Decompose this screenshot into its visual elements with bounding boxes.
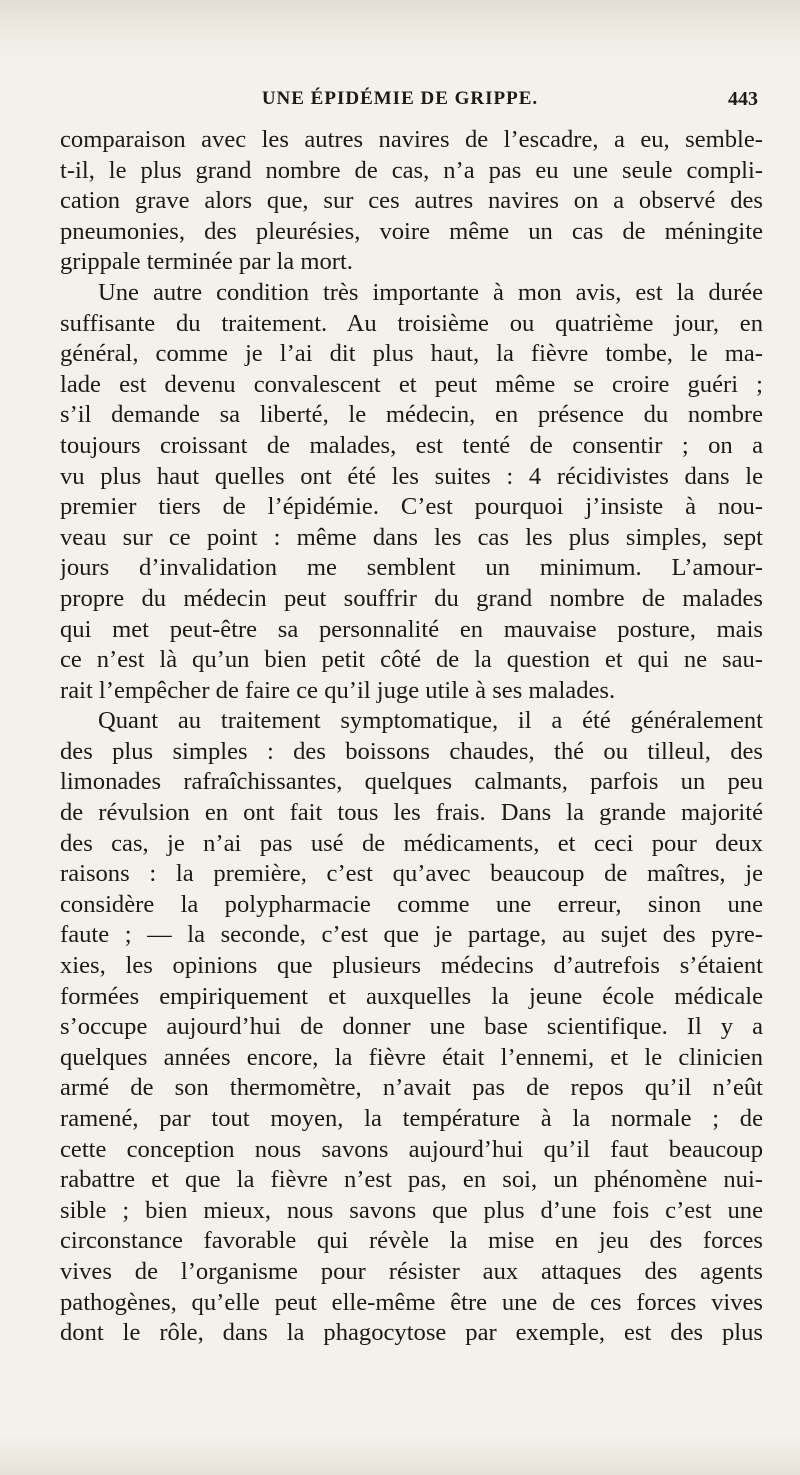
text-line: vu plus haut quelles ont été les suites : 4 récidivistes dans le	[60, 462, 763, 490]
page-number: 443	[728, 88, 758, 110]
text-line: formées empiriquement et auxquelles la jeune école médicale	[60, 982, 763, 1010]
paragraph-start-line: Quant au traitement symptomatique, il a été généralement	[98, 707, 763, 735]
text-line: rabattre et que la fièvre n’est pas, en soi, un phénomène nui-	[60, 1166, 763, 1194]
text-line: des cas, je n’ai pas usé de médicaments, et ceci pour deux	[60, 829, 763, 857]
text-line: cation grave alors que, sur ces autres navires on a observé des	[60, 187, 763, 215]
text-line: toujours croissant de malades, est tenté de consentir ; on a	[60, 431, 763, 459]
text-line: circonstance favorable qui révèle la mise en jeu des forces	[60, 1227, 763, 1255]
text-line: ramené, par tout moyen, la température à la normale ; de	[60, 1105, 763, 1132]
text-line: t-il, le plus grand nombre de cas, n’a pas eu une seule compli-	[60, 156, 763, 184]
text-line: cette conception nous savons aujourd’hui qu’il faut beaucoup	[60, 1135, 763, 1163]
text-line: s’occupe aujourd’hui de donner une base scientifique. Il y a	[60, 1013, 763, 1041]
text-line: ce n’est là qu’un bien petit côté de la question et qui ne sau-	[60, 646, 763, 674]
text-line: sible ; bien mieux, nous savons que plus d’une fois c’est une	[60, 1196, 763, 1224]
text-line: pathogènes, qu’elle peut elle-même être une de ces forces vives	[60, 1288, 763, 1316]
scan-edge-shading	[0, 1435, 800, 1475]
text-line: général, comme je l’ai dit plus haut, la fièvre tombe, le ma-	[60, 340, 763, 368]
text-line: raisons : la première, c’est qu’avec beaucoup de maîtres, je	[60, 860, 763, 888]
text-line: veau sur ce point : même dans les cas les plus simples, sept	[60, 523, 763, 551]
text-line: de révulsion en ont fait tous les frais. Dans la grande majorité	[60, 799, 763, 827]
text-line: premier tiers de l’épidémie. C’est pourquoi j’insiste à nou-	[60, 493, 763, 521]
scan-edge-shading	[0, 0, 800, 60]
text-line: pneumonies, des pleurésies, voire même un cas de méningite	[60, 217, 763, 245]
text-line: faute ; — la seconde, c’est que je partage, au sujet des pyre-	[60, 921, 763, 949]
text-line: lade est devenu convalescent et peut même se croire guéri ;	[60, 370, 763, 398]
text-line: rait l’empêcher de faire ce qu’il juge utile à ses malades.	[60, 676, 616, 704]
text-line: comparaison avec les autres navires de l’escadre, a eu, semble-	[60, 126, 763, 153]
text-line: grippale terminée par la mort.	[60, 248, 353, 276]
text-line: qui met peut-être sa personnalité en mauvaise posture, mais	[60, 615, 763, 643]
text-line: s’il demande sa liberté, le médecin, en présence du nombre	[60, 401, 763, 429]
text-line: des plus simples : des boissons chaudes, thé ou tilleul, des	[60, 737, 763, 765]
text-line: quelques années encore, la fièvre était l’ennemi, et le clinicien	[60, 1043, 763, 1071]
paragraph-start-line: Une autre condition très importante à mon avis, est la durée	[98, 278, 763, 306]
running-head	[0, 88, 800, 118]
text-line: xies, les opinions que plusieurs médecins d’autrefois s’étaient	[60, 952, 763, 980]
body-text	[60, 125, 763, 1349]
text-line: considère la polypharmacie comme une erreur, sinon une	[60, 890, 763, 918]
text-line: jours d’invalidation me semblent un minimum. L’amour-	[60, 554, 763, 582]
text-line: armé de son thermomètre, n’avait pas de repos qu’il n’eût	[60, 1074, 763, 1102]
text-line: propre du médecin peut souffrir du grand nombre de malades	[60, 584, 763, 612]
text-line: vives de l’organisme pour résister aux attaques des agents	[60, 1257, 763, 1285]
text-line: dont le rôle, dans la phagocytose par exemple, est des plus	[60, 1319, 763, 1347]
text-line: limonades rafraîchissantes, quelques calmants, parfois un peu	[60, 768, 763, 796]
text-line: suffisante du traitement. Au troisième ou quatrième jour, en	[60, 309, 763, 337]
running-title: UNE ÉPIDÉMIE DE GRIPPE.	[261, 88, 539, 109]
